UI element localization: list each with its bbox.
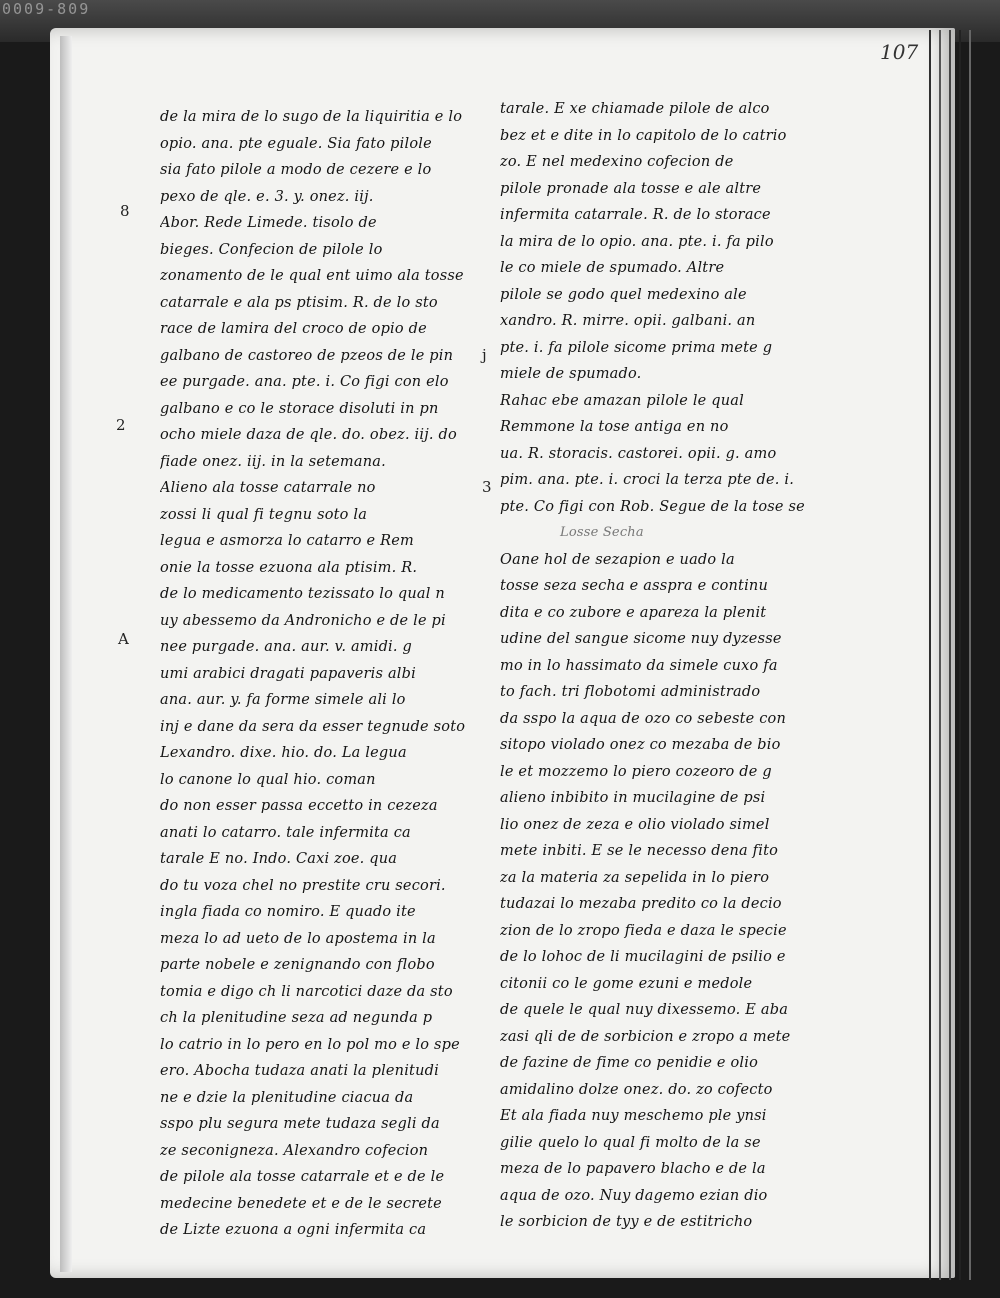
text-line: catarrale e ala ps ptisim. R. de lo sto [160,294,438,311]
text-line: sitopo violado onez co mezaba de bio [500,737,781,753]
text-line: Et ala fiada nuy meschemo ple ynsi [500,1108,767,1124]
text-line: pilole pronade ala tosse e ale altre [500,180,762,197]
text-line: ze seconigneza. Alexandro cofecion [160,1142,429,1159]
text-line: umi arabici dragati papaveris albi [160,665,416,682]
text-line: opio. ana. pte eguale. Sia fato pilole [160,135,432,152]
text-line: Remmone la tose antiga en no [500,419,729,435]
text-line: zion de lo zropo fieda e daza le specie [500,922,787,939]
margin-note-left-1: 8 [120,202,130,220]
text-line: dita e co zubore e apareza la plenit [500,604,767,621]
text-line: pte. Co figi con Rob. Segue de la tose se [500,498,805,515]
text-line: ocho miele daza de qle. do. obez. iij. do [160,427,457,443]
text-line: ua. R. storacis. castorei. opii. g. amo [500,445,777,462]
text-line: gilie quelo lo qual fi molto de la se [500,1134,761,1151]
text-line: de quele le qual nuy dixessemo. E aba [500,1002,789,1018]
text-line: le co miele de spumado. Altre [500,260,725,276]
text-line: da sspo la aqua de ozo co sebeste con [500,710,787,727]
text-line: mete inbiti. E se le necesso dena fito [500,843,779,859]
text-line: medecine benedete et e de le secrete [160,1195,442,1212]
text-line: sia fato pilole a modo de cezere e lo [160,162,432,178]
text-line: to fach. tri flobotomi administrado [500,684,761,700]
text-line: mo in lo hassimato da simele cuxo fa [500,657,778,674]
text-line: meza de lo papavero blacho e de la [500,1161,766,1177]
text-line: le sorbicion de tyy e de estitricho [500,1214,753,1230]
text-line: zo. E nel medexino cofecion de [500,154,734,170]
text-line: aqua de ozo. Nuy dagemo ezian dio [500,1187,768,1204]
text-line: udine del sangue sicome nuy dyzesse [500,631,782,647]
text-line: ne e dzie la plenitudine ciacua da [160,1089,414,1106]
text-line: ch la plenitudine seza ad negunda p [160,1010,433,1026]
text-line: do non esser passa eccetto in cezeza [160,798,438,814]
text-line: zasi qli de de sorbicion e zropo a mete [500,1028,791,1045]
text-line: pim. ana. pte. i. croci la terza pte de. i. [500,472,794,488]
text-line: Alieno ala tosse catarrale no [160,480,376,496]
text-line: tarale E no. Indo. Caxi zoe. qua [160,851,398,867]
text-line: galbano e co le storace disoluti in pn [160,400,439,417]
text-line: ero. Abocha tudaza anati la plenitudi [160,1063,439,1079]
text-line: onie la tosse ezuona ala ptisim. R. [160,559,418,576]
text-line: xandro. R. mirre. opii. galbani. an [500,313,756,329]
text-line: de lo medicamento tezissato lo qual n [160,586,445,602]
text-line: bez et e dite in lo capitolo de lo catrio [500,127,787,144]
margin-note-left-2: 2 [116,416,126,434]
text-line: race de lamira del croco de opio de [160,321,427,337]
section-heading: Losse Secha [560,525,644,540]
text-line: tarale. E xe chiamade pilole de alco [500,101,770,117]
text-line: Oane hol de sezapion e uado la [500,551,735,568]
text-line: sspo plu segura mete tudaza segli da [160,1116,440,1132]
text-line: citonii co le gome ezuni e medole [500,975,753,992]
text-line: tosse seza secha e asspra e continu [500,578,768,594]
text-line: Abor. Rede Limede. tisolo de [160,215,377,231]
text-line: lo canone lo qual hio. coman [160,771,376,788]
text-line: legua e asmorza lo catarro e Rem [160,533,414,549]
folio-number: 107 [880,40,919,64]
text-line: Rahac ebe amazan pilole le qual [500,392,744,409]
text-line: fiade onez. iij. in la setemana. [160,453,386,470]
text-line: uy abessemo da Andronicho e de le pi [160,612,446,629]
text-line: de fazine de fime co penidie e olio [500,1055,759,1071]
text-line: de la mira de lo sugo de la liquiritia e lo [160,109,463,125]
text-line: lo catrio in lo pero en lo pol mo e lo spe [160,1036,460,1053]
text-line: pexo de qle. e. 3. y. onez. iij. [160,188,374,205]
text-line: infermita catarrale. R. de lo storace [500,207,771,223]
text-line: inj e dane da sera da esser tegnude soto [160,718,465,735]
text-line: lio onez de zeza e olio violado simel [500,816,770,833]
margin-note-mid-2: 3 [482,478,492,496]
text-line: nee purgade. ana. aur. v. amidi. g [160,639,412,655]
margin-note-left-3: A [118,630,129,648]
text-line: miele de spumado. [500,366,642,382]
film-id-label: 0009-809 [2,0,91,18]
text-line: bieges. Confecion de pilole lo [160,241,383,258]
text-line: pilole se godo quel medexino ale [500,286,747,303]
text-line: za la materia za sepelida in lo piero [500,869,770,886]
text-line: anati lo catarro. tale infermita ca [160,824,411,841]
page-gutter [60,36,72,1272]
left-text-column [160,104,465,1244]
text-line: ana. aur. y. fa forme simele ali lo [160,692,406,708]
text-line: tomia e digo ch li narcotici daze da sto [160,983,453,1000]
text-line: pte. i. fa pilole sicome prima mete g [500,339,773,356]
text-line: de Lizte ezuona a ogni infermita ca [160,1222,427,1238]
right-text-column [500,96,805,1236]
text-line: amidalino dolze onez. do. zo cofecto [500,1081,773,1098]
text-line: ee purgade. ana. pte. i. Co figi con elo [160,374,449,390]
text-line: galbano de castoreo de pzeos de le pin [160,347,454,364]
text-line: zonamento de le qual ent uimo ala tosse [160,268,464,284]
page-edges [925,30,980,1280]
text-line: tudazai lo mezaba predito co la decio [500,896,782,912]
text-line: ingla fiada co nomiro. E quado ite [160,904,416,920]
text-line: parte nobele e zenignando con flobo [160,957,435,973]
text-line: de lo lohoc de li mucilagini de psilio e [500,949,786,965]
text-line: zossi li qual fi tegnu soto la [160,506,368,523]
text-line: de pilole ala tosse catarrale et e de le [160,1169,445,1185]
text-line: le et mozzemo lo piero cozeoro de g [500,763,772,780]
text-line: alieno inbibito in mucilagine de psi [500,790,766,806]
text-line: meza lo ad ueto de lo apostema in la [160,930,436,947]
text-line: do tu voza chel no prestite cru secori. [160,877,446,894]
margin-note-mid-1: j [482,346,487,364]
text-line: la mira de lo opio. ana. pte. i. fa pilo [500,233,774,250]
text-line: Lexandro. dixe. hio. do. La legua [160,745,407,761]
